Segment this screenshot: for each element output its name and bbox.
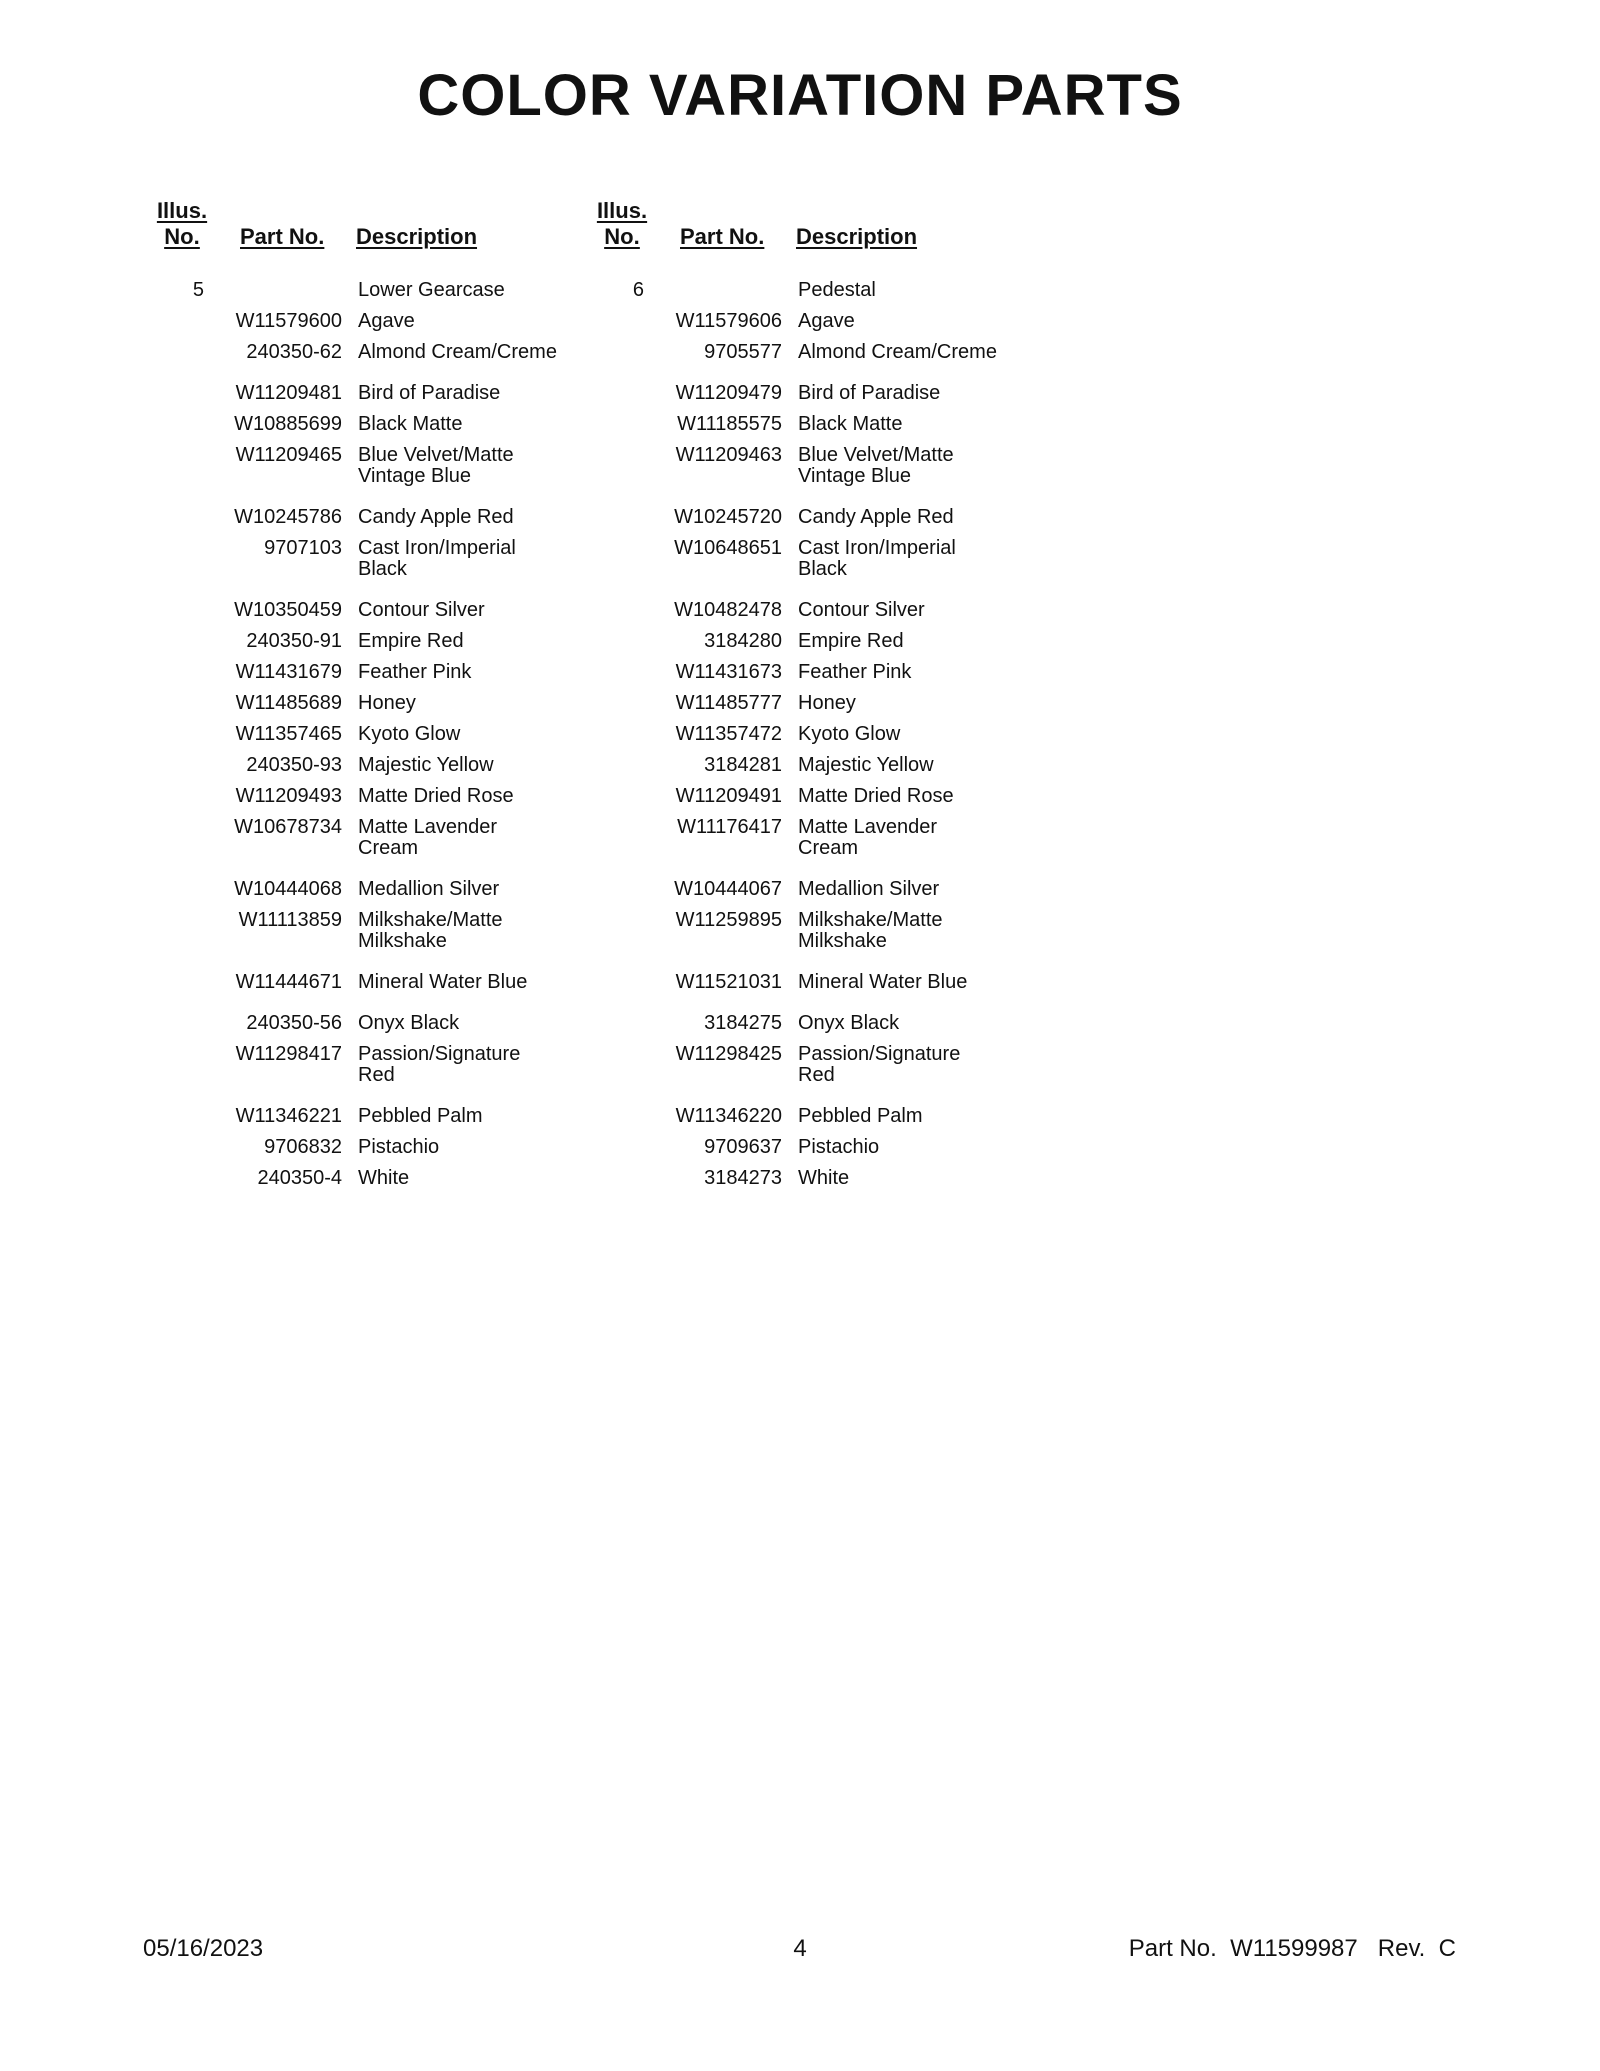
description-cell: Pebbled Palm	[358, 1105, 483, 1127]
parts-table-right	[588, 198, 1018, 1199]
part-no-cell: W10245786	[234, 506, 342, 528]
description-cell: Feather Pink	[798, 661, 912, 683]
description-cell: Cast Iron/Imperial Black	[798, 537, 956, 580]
table-row	[148, 1106, 578, 1127]
footer-part-number: Part No. W11599987 Rev. C	[1128, 1935, 1456, 1962]
description-cell: Almond Cream/Creme	[798, 341, 997, 363]
table-row	[148, 1044, 578, 1086]
part-no-cell: W11209481	[235, 382, 342, 404]
part-no-header: Part No.	[240, 224, 325, 249]
part-no-cell: 3184281	[704, 754, 782, 776]
part-no-cell: W11485777	[675, 692, 782, 714]
description-cell: Contour Silver	[798, 599, 925, 621]
part-no-cell: W11521031	[675, 971, 782, 993]
parts-table-left	[148, 198, 578, 1199]
description-cell: Mineral Water Blue	[358, 971, 528, 993]
description-cell: Kyoto Glow	[798, 723, 901, 745]
part-no-cell: W11346220	[675, 1105, 782, 1127]
description-cell: Candy Apple Red	[358, 506, 514, 528]
part-no-cell: W11579606	[675, 310, 782, 332]
part-no-cell: W11209491	[675, 785, 782, 807]
table-row	[588, 1137, 1018, 1158]
page-title: COLOR VARIATION PARTS	[417, 63, 1183, 128]
table-row	[148, 445, 578, 487]
part-no-cell: 3184273	[704, 1167, 782, 1189]
part-no-cell: W11209463	[675, 444, 782, 466]
part-no-cell: W11346221	[235, 1105, 342, 1127]
part-no-cell: W11431679	[235, 661, 342, 683]
description-cell: Mineral Water Blue	[798, 971, 968, 993]
part-no-cell: 240350-93	[246, 754, 342, 776]
part-no-cell: 240350-4	[257, 1167, 342, 1189]
description-cell: Pistachio	[358, 1136, 440, 1158]
description-cell: Empire Red	[798, 630, 904, 652]
table-row	[588, 311, 1018, 332]
table-row	[148, 724, 578, 745]
description-cell: Matte Lavender Cream	[798, 816, 937, 859]
part-no-cell: W10482478	[674, 599, 782, 621]
description-cell: Bird of Paradise	[358, 382, 501, 404]
part-no-cell: W11298417	[235, 1043, 342, 1065]
table-row	[588, 414, 1018, 435]
part-no-cell: W11357472	[675, 723, 782, 745]
part-no-cell: W11485689	[235, 692, 342, 714]
description-cell: Honey	[358, 692, 416, 714]
part-no-cell: W11357465	[235, 723, 342, 745]
table-row	[588, 445, 1018, 487]
table-row	[588, 280, 1018, 301]
part-no-cell: 3184275	[704, 1012, 782, 1034]
table-row	[148, 662, 578, 683]
table-row	[148, 1137, 578, 1158]
description-cell: Black Matte	[798, 413, 903, 435]
part-no-cell: W11444671	[235, 971, 342, 993]
table-row	[148, 538, 578, 580]
part-no-cell: 9707103	[264, 537, 342, 559]
description-cell: Empire Red	[358, 630, 464, 652]
table-row	[588, 342, 1018, 363]
description-cell: Matte Dried Rose	[798, 785, 954, 807]
description-cell: Pebbled Palm	[798, 1105, 923, 1127]
description-cell: Majestic Yellow	[798, 754, 934, 776]
part-no-cell: W10444068	[234, 878, 342, 900]
description-cell: Onyx Black	[798, 1012, 900, 1034]
table-body	[588, 280, 1018, 1189]
table-row	[148, 507, 578, 528]
table-row	[148, 693, 578, 714]
description-cell: Majestic Yellow	[358, 754, 494, 776]
part-no-cell: W11209493	[235, 785, 342, 807]
description-cell: Milkshake/Matte Milkshake	[358, 909, 503, 952]
table-row	[148, 972, 578, 993]
table-row	[148, 910, 578, 952]
part-no-cell: 9706832	[264, 1136, 342, 1158]
table-row	[588, 1106, 1018, 1127]
illus-no-header: Illus. No.	[596, 198, 648, 249]
part-no-cell: W11579600	[235, 310, 342, 332]
table-row	[588, 662, 1018, 683]
table-row	[588, 383, 1018, 404]
table-row	[148, 414, 578, 435]
table-row	[148, 311, 578, 332]
footer-date: 05/16/2023	[143, 1935, 264, 1962]
description-cell: Blue Velvet/Matte Vintage Blue	[798, 444, 954, 487]
table-row	[588, 972, 1018, 993]
description-cell: Matte Lavender Cream	[358, 816, 497, 859]
part-no-cell: 240350-62	[246, 341, 342, 363]
table-row	[148, 755, 578, 776]
description-cell: Feather Pink	[358, 661, 472, 683]
description-cell: Passion/Signature Red	[358, 1043, 521, 1086]
table-row	[588, 910, 1018, 952]
table-row	[148, 280, 578, 301]
table-row	[588, 879, 1018, 900]
table-row	[588, 600, 1018, 621]
part-no-cell: W11431673	[675, 661, 782, 683]
table-row	[588, 693, 1018, 714]
description-cell: Medallion Silver	[358, 878, 500, 900]
footer-page-number: 4	[793, 1935, 807, 1962]
table-body	[148, 280, 578, 1189]
table-row	[148, 383, 578, 404]
description-cell: Matte Dried Rose	[358, 785, 514, 807]
table-row	[148, 1168, 578, 1189]
illus-no-header: Illus. No.	[156, 198, 208, 249]
table-row	[588, 1168, 1018, 1189]
description-cell: Candy Apple Red	[798, 506, 954, 528]
description-cell: Bird of Paradise	[798, 382, 941, 404]
part-no-cell: 3184280	[704, 630, 782, 652]
description-cell: Milkshake/Matte Milkshake	[798, 909, 943, 952]
description-cell: Agave	[798, 310, 855, 332]
table-row	[588, 538, 1018, 580]
part-no-cell: W10444067	[674, 878, 782, 900]
part-no-cell: W10245720	[674, 506, 782, 528]
description-cell: Agave	[358, 310, 415, 332]
table-row	[148, 342, 578, 363]
part-no-cell: W11259895	[675, 909, 782, 931]
table-row	[588, 1044, 1018, 1086]
illus-no-cell: 5	[192, 279, 204, 301]
description-header: Description	[796, 224, 918, 249]
table-row	[148, 600, 578, 621]
table-row	[588, 786, 1018, 807]
description-cell: Lower Gearcase	[358, 279, 505, 301]
part-no-cell: W10885699	[234, 413, 342, 435]
part-no-cell: W11209465	[235, 444, 342, 466]
table-row	[148, 631, 578, 652]
table-row	[148, 879, 578, 900]
part-no-cell: W11185575	[677, 413, 782, 435]
part-no-cell: W11298425	[675, 1043, 782, 1065]
part-no-cell: W11176417	[677, 816, 782, 838]
table-row	[588, 1013, 1018, 1034]
description-cell: White	[358, 1167, 410, 1189]
part-no-cell: W11209479	[675, 382, 782, 404]
description-header: Description	[356, 224, 478, 249]
description-cell: White	[798, 1167, 850, 1189]
table-row	[148, 817, 578, 859]
description-cell: Almond Cream/Creme	[358, 341, 557, 363]
part-no-cell: W11113859	[238, 909, 342, 931]
description-cell: Passion/Signature Red	[798, 1043, 961, 1086]
description-cell: Honey	[798, 692, 856, 714]
description-cell: Kyoto Glow	[358, 723, 461, 745]
description-cell: Medallion Silver	[798, 878, 940, 900]
part-no-cell: 240350-91	[246, 630, 342, 652]
part-no-cell: 9709637	[704, 1136, 782, 1158]
part-no-cell: 9705577	[704, 341, 782, 363]
illus-no-cell: 6	[632, 279, 644, 301]
description-cell: Contour Silver	[358, 599, 485, 621]
description-cell: Black Matte	[358, 413, 463, 435]
table-row	[588, 724, 1018, 745]
part-no-cell: W10678734	[234, 816, 342, 838]
description-cell: Onyx Black	[358, 1012, 460, 1034]
part-no-cell: 240350-56	[246, 1012, 342, 1034]
description-cell: Pistachio	[798, 1136, 880, 1158]
part-no-cell: W10648651	[674, 537, 782, 559]
description-cell: Cast Iron/Imperial Black	[358, 537, 516, 580]
part-no-cell: W10350459	[234, 599, 342, 621]
table-row	[588, 507, 1018, 528]
table-row	[588, 817, 1018, 859]
part-no-header: Part No.	[680, 224, 765, 249]
table-row	[588, 631, 1018, 652]
table-row	[148, 786, 578, 807]
description-cell: Blue Velvet/Matte Vintage Blue	[358, 444, 514, 487]
table-row	[148, 1013, 578, 1034]
description-cell: Pedestal	[798, 279, 876, 301]
table-header	[588, 198, 1018, 254]
table-header	[148, 198, 578, 254]
table-row	[588, 755, 1018, 776]
